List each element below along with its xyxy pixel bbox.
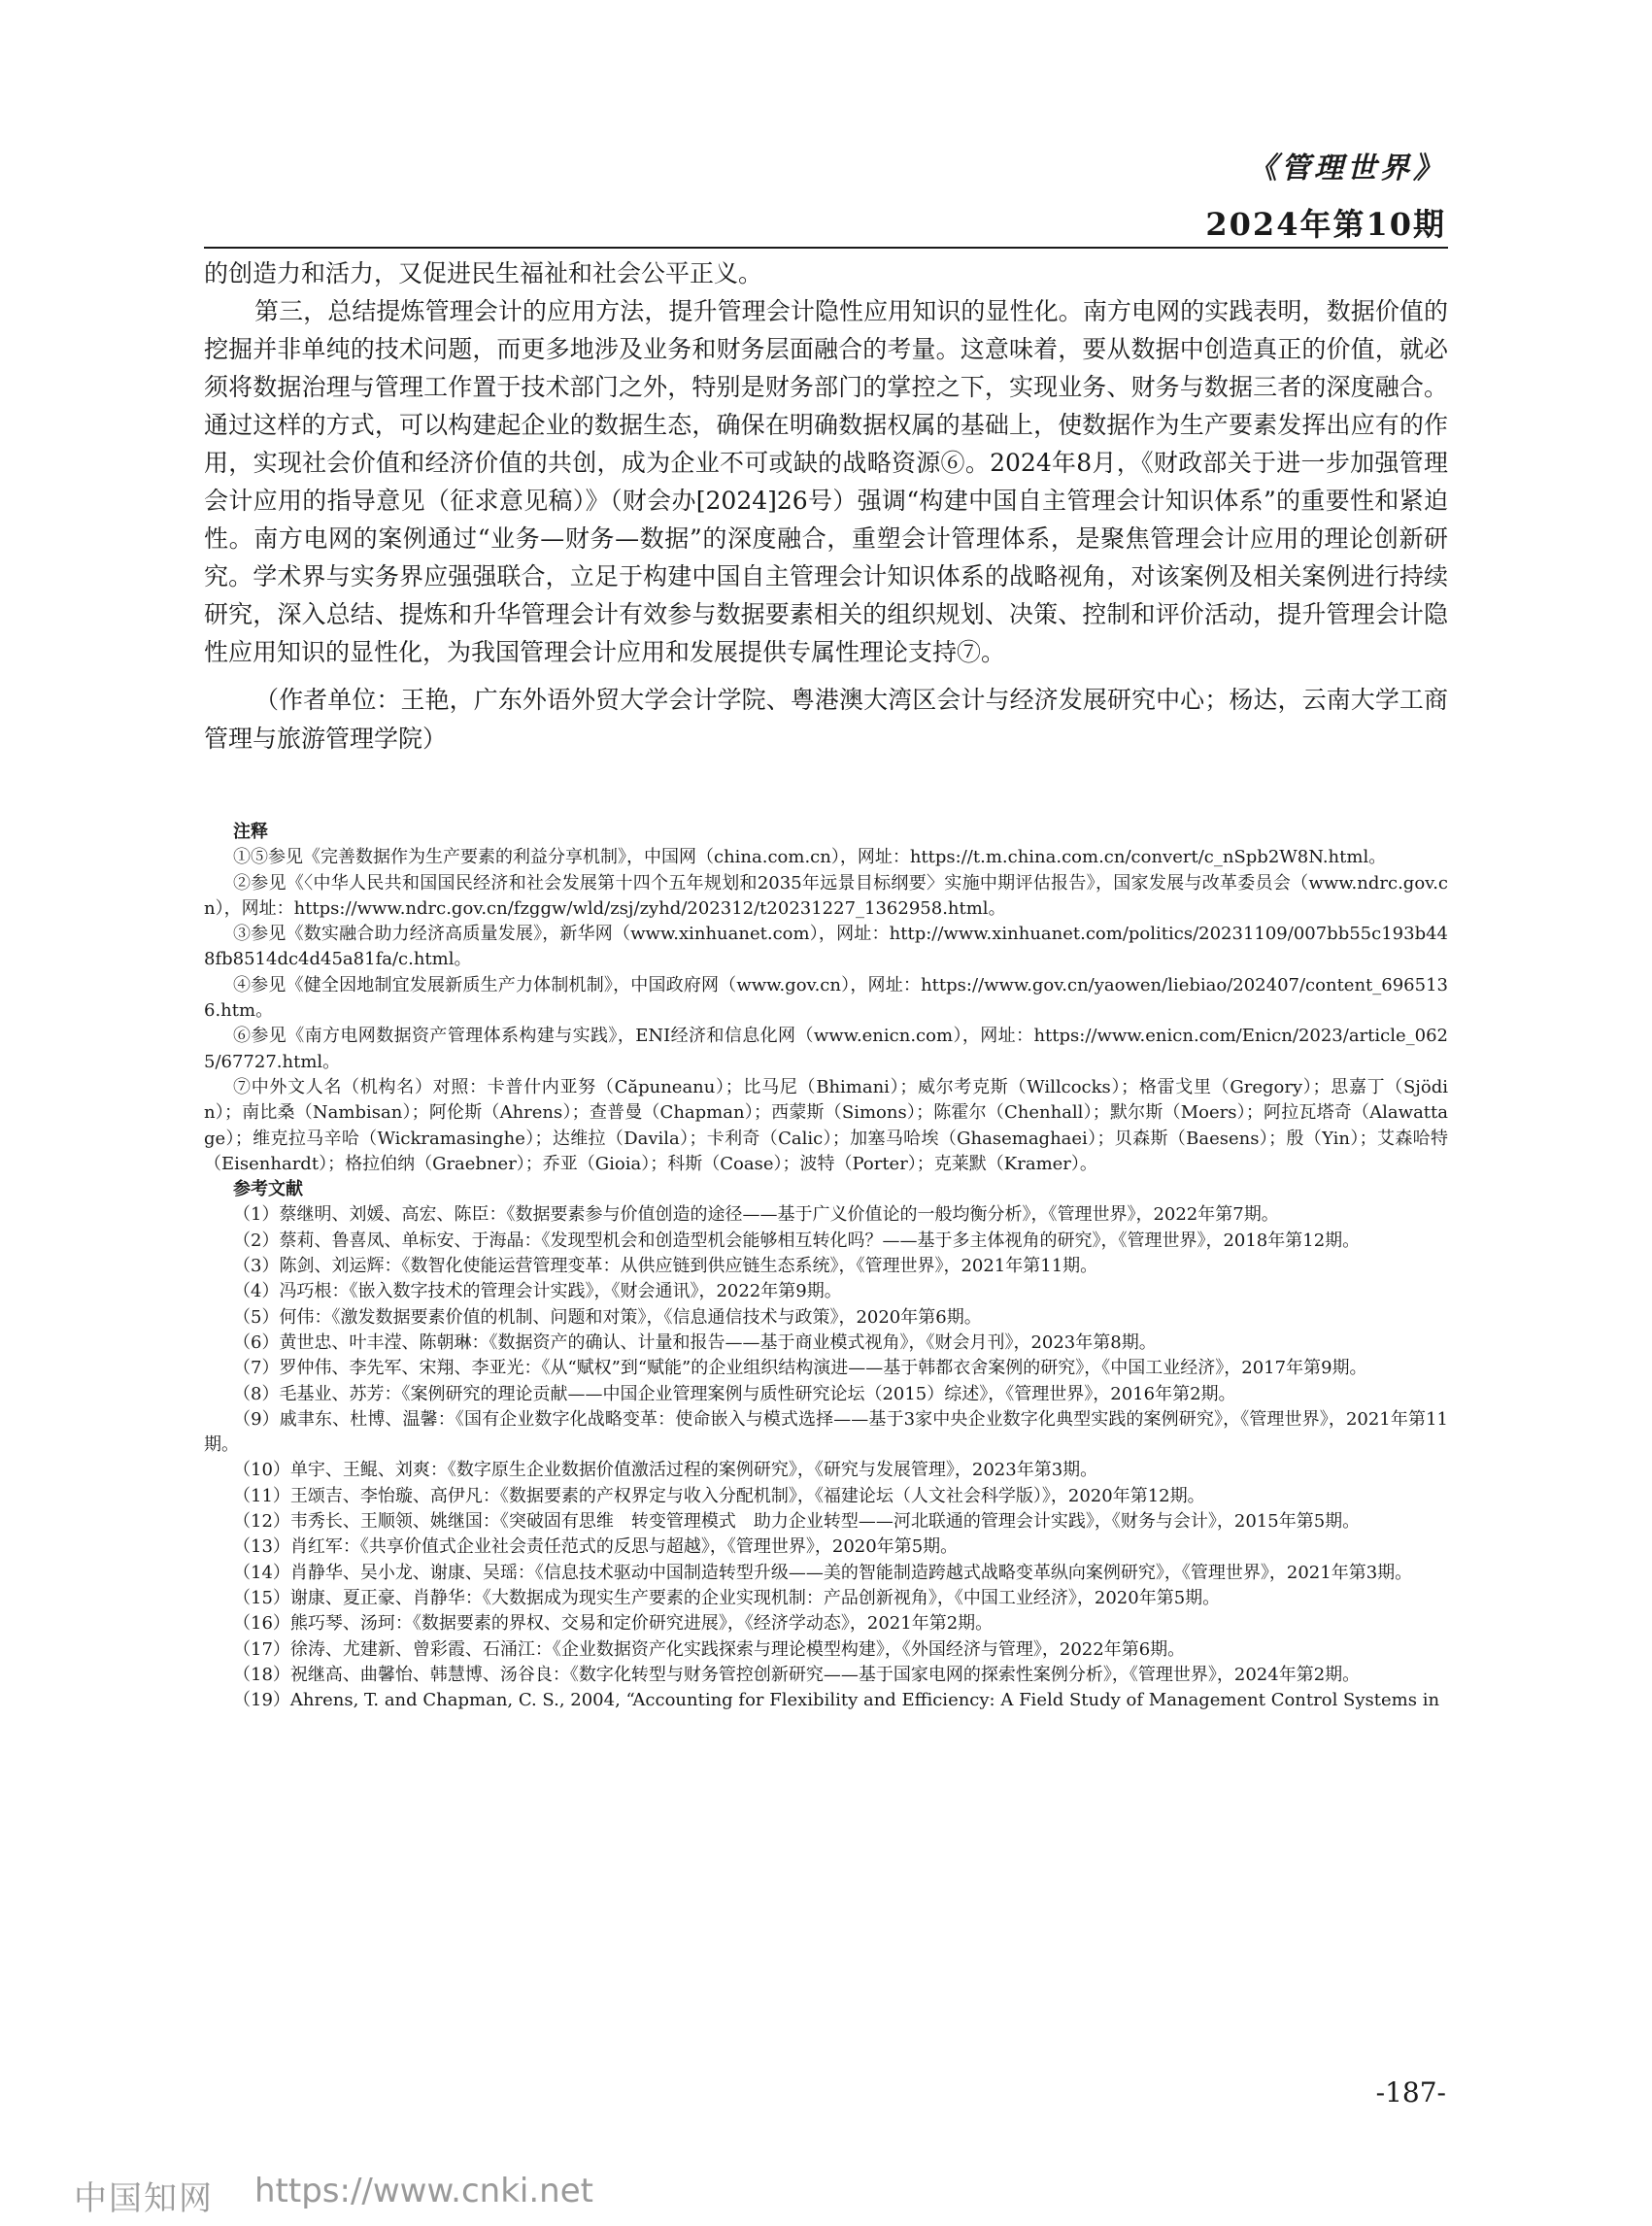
reference-item: （12）韦秀长、王顺领、姚继国：《突破固有思维 转变管理模式 助力企业转型——河北联通的管理会计实践》，《财务与会计》，2015年第5期。 (233, 1511, 1361, 1533)
reference-item: （15）谢康、夏正豪、肖静华：《大数据成为现实生产要素的企业实现机制：产品创新视角》，《中国工业经济》，2020年第5期。 (233, 1587, 1221, 1608)
paragraph-continuation: 的创造力和活力，又促进民生福祉和社会公平正义。 (204, 259, 763, 287)
cnki-footer (0, 2172, 1652, 2226)
reference-item: （4）冯巧根：《嵌入数字技术的管理会计实践》，《财会通讯》，2022年第9期。 (233, 1281, 842, 1302)
reference-item: （18）祝继高、曲馨怡、韩慧博、汤谷良：《数字化转型与财务管控创新研究——基于国家电网的探索性案例分析》，《管理世界》，2024年第2期。 (233, 1664, 1361, 1685)
author-affiliation: （作者单位：王艳，广东外语外贸大学会计学院、粤港澳大湾区会计与经济发展研究中心；杨达，云南大学工商管理与旅游管理学院） (204, 686, 1448, 753)
reference-item: （16）熊巧琴、汤珂：《数据要素的界权、交易和定价研究进展》，《经济学动态》，2021年第2期。 (233, 1613, 994, 1635)
reference-item: （3）陈剑、刘运辉：《数智化使能运营管理变革：从供应链到供应链生态系统》，《管理世界》，2021年第11期。 (233, 1256, 1098, 1277)
note-item: ④参见《健全因地制宜发展新质生产力体制机制》，中国政府网（www.gov.cn），网址：https://www.gov.cn/yaowen/liebiao/202407/content_6965136.htm。 (204, 974, 1448, 1022)
reference-item: （6）黄世忠、叶丰滢、陈朝琳：《数据资产的确认、计量和报告——基于商业模式视角》，《财会月刊》，2023年第8期。 (233, 1332, 1157, 1353)
reference-item: （1）蔡继明、刘媛、高宏、陈臣：《数据要素参与价值创造的途径——基于广义价值论的一般均衡分析》，《管理世界》，2022年第7期。 (233, 1204, 1279, 1226)
reference-item: （5）何伟：《激发数据要素价值的机制、问题和对策》，《信息通信技术与政策》，2020年第6期。 (233, 1306, 982, 1328)
notes-and-references (204, 820, 1448, 1713)
reference-item: （10）单宇、王鲲、刘爽：《数字原生企业数据价值激活过程的案例研究》，《研究与发展管理》，2023年第3期。 (233, 1460, 1098, 1481)
reference-item: （9）戚聿东、杜博、温馨：《国有企业数字化战略变革：使命嵌入与模式选择——基于3家中央企业数字化典型实践的案例研究》，《管理世界》，2021年第11期。 (204, 1408, 1448, 1456)
reference-item: （17）徐涛、尤建新、曾彩霞、石涌江：《企业数据资产化实践探索与理论模型构建》，《外国经济与管理》，2022年第6期。 (233, 1638, 1186, 1660)
article-body (204, 254, 1448, 759)
journal-title: 《管理世界》 (1248, 152, 1446, 186)
reference-item: （8）毛基业、苏芳：《案例研究的理论贡献——中国企业管理案例与质性研究论坛（2015）综述》，《管理世界》，2016年第2期。 (233, 1383, 1236, 1404)
paragraph-third: 第三，总结提炼管理会计的应用方法，提升管理会计隐性应用知识的显性化。南方电网的实践表明，数据价值的挖掘并非单纯的技术问题，而更多地涉及业务和财务层面融合的考量。这意味着，要从数据中创造真正的价值，就必须将数据治理与管理工作置于技术部门之外，特别是财务部门的掌控之下，实现业务、财务与数据三者的深度融合。通过这样的方式，可以构建起企业的数据生态，确保在明确数据权属的基础上，使数据作为生产要素发挥出应有的作用，实现社会价值和经济价值的共创，成为企业不可或缺的战略资源⑥。2024年8月，《财政部关于进一步加强管理会计应用的指导意见（征求意见稿）》（财会办[2024]26号）强调“构建中国自主管理会计知识体系”的重要性和紧迫性。南方电网的案例通过“业务—财务—数据”的深度融合，重塑会计管理体系，是聚焦管理会计应用的理论创新研究。学术界与实务界应强强联合，立足于构建中国自主管理会计知识体系的战略视角，对该案例及相关案例进行持续研究，深入总结、提炼和升华管理会计有效参与数据要素相关的组织规划、决策、控制和评价活动，提升管理会计隐性应用知识的显性化，为我国管理会计应用和发展提供专属性理论支持⑦。 (204, 297, 1448, 666)
note-item: ③参见《数实融合助力经济高质量发展》，新华网（www.xinhuanet.com），网址：http://www.xinhuanet.com/politics/20231109/007bb55c193b448fb8514dc4d45a81fa/c.html。 (204, 924, 1448, 970)
issue-label: 2024年第10期 (1205, 206, 1446, 243)
reference-item: （13）肖红军：《共享价值式企业社会责任范式的反思与超越》，《管理世界》，2020年第5期。 (233, 1536, 959, 1558)
reference-item: （2）蔡莉、鲁喜凤、单标安、于海晶：《发现型机会和创造型机会能够相互转化吗？——基于多主体视角的研究》，《管理世界》，2018年第12期。 (233, 1230, 1361, 1251)
note-item: ①⑤参见《完善数据作为生产要素的利益分享机制》，中国网（china.com.cn），网址：https://t.m.china.com.cn/convert/c_nSpb2W8N.html。 (233, 847, 1387, 868)
references-heading: 参考文献 (233, 1179, 303, 1200)
header-rule (204, 247, 1448, 249)
reference-item: （19）Ahrens, T. and Chapman, C. S., 2004, “Accounting for Flexibility and Efficiency: A Field Study of Management Control Systems in (233, 1690, 1440, 1711)
note-item: ⑥参见《南方电网数据资产管理体系构建与实践》，ENI经济和信息化网（www.enicn.com），网址：https://www.enicn.com/Enicn/2023/article_0625/67727.html。 (204, 1026, 1448, 1072)
reference-item: （7）罗仲伟、李先军、宋翔、李亚光：《从“赋权”到“赋能”的企业组织结构演进——基于韩都衣舍案例的研究》，《中国工业经济》，2017年第9期。 (233, 1358, 1367, 1379)
note-item: ⑦中外文人名（机构名）对照：卡普什内亚努（Căpuneanu）；比马尼（Bhimani）；威尔考克斯（Willcocks）；格雷戈里（Gregory）；思嘉丁（Sjödin）；南比桑（Nambisan）；阿伦斯（Ahrens）；查普曼（Chapman）；西蒙斯（Simons）；陈霍尔（Chenhall）；默尔斯（Moers）；阿拉瓦塔奇（Alawattage）；维克拉马辛哈（Wickramasinghe）；达维拉（Davila）；卡利奇（Calic）；加塞马哈埃（Ghasemaghaei）；贝森斯（Baesens）；殷（Yin）；艾森哈特（Eisenhardt）；格拉伯纳（Graebner）；乔亚（Gioia）；科斯（Coase）；波特（Porter）；克莱默（Kramer）。 (204, 1076, 1448, 1174)
cnki-site-name[interactable]: 中国知网 (74, 2179, 214, 2218)
reference-item: （14）肖静华、吴小龙、谢康、吴瑶：《信息技术驱动中国制造转型升级——美的智能制造跨越式战略变革纵向案例研究》，《管理世界》，2021年第3期。 (233, 1562, 1413, 1583)
page-number: -187- (1375, 2076, 1446, 2108)
cnki-url-link[interactable]: https://www.cnki.net (254, 2172, 593, 2210)
reference-item: （11）王颂吉、李怡璇、高伊凡：《数据要素的产权界定与收入分配机制》，《福建论坛（人文社会科学版）》，2020年第12期。 (233, 1485, 1205, 1506)
note-item: ②参见《〈中华人民共和国国民经济和社会发展第十四个五年规划和2035年远景目标纲要〉实施中期评估报告》，国家发展与改革委员会（www.ndrc.gov.cn），网址：https://www.ndrc.gov.cn/fzggw/wld/zsj/zyhd/202312/t20231227_1362958.html。 (204, 872, 1448, 919)
notes-heading: 注释 (233, 822, 268, 842)
